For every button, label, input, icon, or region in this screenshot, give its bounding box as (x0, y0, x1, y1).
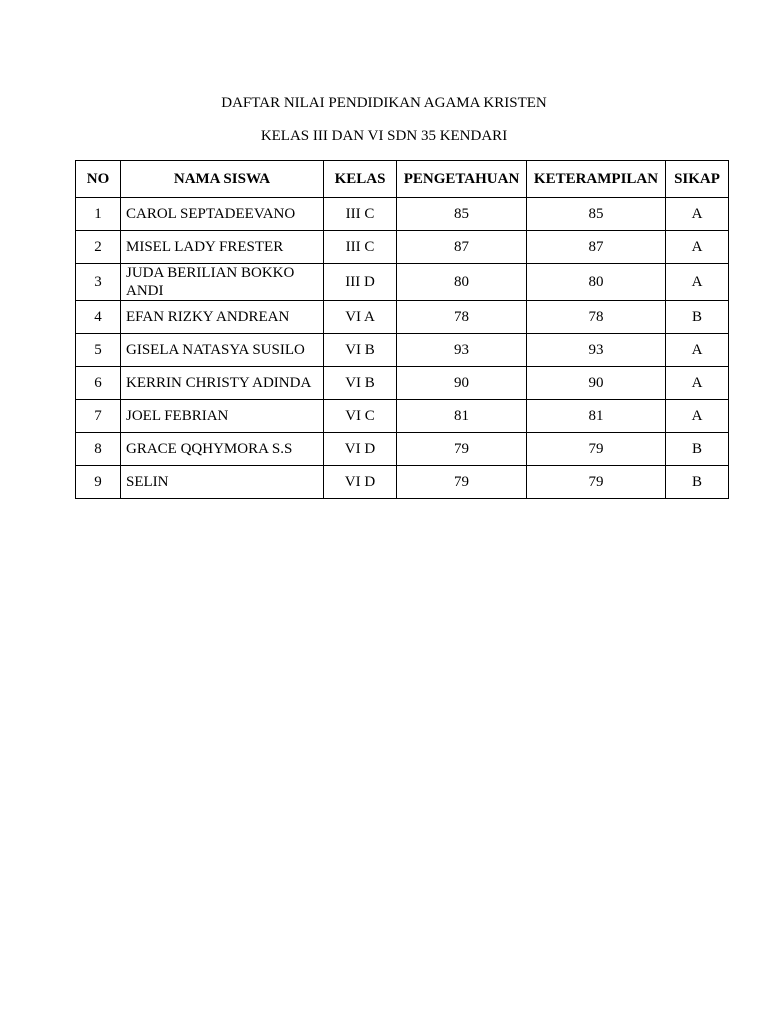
cell-keterampilan: 78 (527, 301, 666, 334)
header-nama-siswa: NAMA SISWA (121, 161, 324, 198)
cell-sikap: A (666, 367, 729, 400)
document-title: DAFTAR NILAI PENDIDIKAN AGAMA KRISTEN (221, 95, 547, 111)
cell-no: 9 (76, 466, 121, 499)
cell-keterampilan: 87 (527, 231, 666, 264)
cell-pengetahuan: 79 (397, 433, 527, 466)
cell-pengetahuan: 93 (397, 334, 527, 367)
cell-keterampilan: 79 (527, 433, 666, 466)
header-no: NO (76, 161, 121, 198)
cell-sikap: B (666, 466, 729, 499)
cell-kelas: III C (324, 231, 397, 264)
cell-no: 5 (76, 334, 121, 367)
cell-pengetahuan: 85 (397, 198, 527, 231)
cell-pengetahuan: 78 (397, 301, 527, 334)
cell-sikap: B (666, 433, 729, 466)
table-row (76, 198, 729, 231)
cell-pengetahuan: 80 (397, 264, 527, 301)
cell-keterampilan: 81 (527, 400, 666, 433)
cell-keterampilan: 93 (527, 334, 666, 367)
header-kelas: KELAS (324, 161, 397, 198)
table-row (76, 334, 729, 367)
header-keterampilan: KETERAMPILAN (527, 161, 666, 198)
table-row (76, 231, 729, 264)
cell-sikap: B (666, 301, 729, 334)
cell-kelas: VI A (324, 301, 397, 334)
cell-no: 3 (76, 264, 121, 301)
cell-keterampilan: 79 (527, 466, 666, 499)
cell-nama: GRACE QQHYMORA S.S (121, 433, 324, 466)
cell-keterampilan: 80 (527, 264, 666, 301)
cell-no: 4 (76, 301, 121, 334)
header-pengetahuan (397, 161, 527, 198)
table-row (76, 264, 729, 301)
table-row (76, 433, 729, 466)
cell-nama: EFAN RIZKY ANDREAN (121, 301, 324, 334)
cell-pengetahuan: 90 (397, 367, 527, 400)
header-pengetahuan-label: PENGETAHUAN (403, 170, 520, 187)
cell-kelas: VI B (324, 334, 397, 367)
cell-nama: JOEL FEBRIAN (121, 400, 324, 433)
cell-no: 7 (76, 400, 121, 433)
cell-pengetahuan: 87 (397, 231, 527, 264)
cell-sikap: A (666, 334, 729, 367)
cell-kelas: III C (324, 198, 397, 231)
cell-kelas: VI D (324, 433, 397, 466)
cell-no: 2 (76, 231, 121, 264)
cell-no: 8 (76, 433, 121, 466)
table-row (76, 400, 729, 433)
cell-nama: GISELA NATASYA SUSILO (121, 334, 324, 367)
table-row (76, 301, 729, 334)
cell-nama: KERRIN CHRISTY ADINDA (121, 367, 324, 400)
cell-keterampilan: 85 (527, 198, 666, 231)
table-row (76, 367, 729, 400)
cell-kelas: VI D (324, 466, 397, 499)
cell-nama: SELIN (121, 466, 324, 499)
cell-sikap: A (666, 264, 729, 301)
cell-no: 6 (76, 367, 121, 400)
cell-nama: CAROL SEPTADEEVANO (121, 198, 324, 231)
grades-table (75, 160, 729, 499)
cell-sikap: A (666, 231, 729, 264)
cell-nama: JUDA BERILIAN BOKKO ANDI (121, 264, 324, 301)
cell-kelas: VI C (324, 400, 397, 433)
table-row (76, 466, 729, 499)
cell-kelas: III D (324, 264, 397, 301)
header-sikap: SIKAP (666, 161, 729, 198)
cell-keterampilan: 90 (527, 367, 666, 400)
cell-sikap: A (666, 198, 729, 231)
cell-pengetahuan: 79 (397, 466, 527, 499)
table-header-row (76, 161, 729, 198)
cell-nama: MISEL LADY FRESTER (121, 231, 324, 264)
cell-kelas: VI B (324, 367, 397, 400)
cell-pengetahuan: 81 (397, 400, 527, 433)
document-subtitle: KELAS III DAN VI SDN 35 KENDARI (260, 128, 508, 144)
cell-no: 1 (76, 198, 121, 231)
cell-sikap: A (666, 400, 729, 433)
